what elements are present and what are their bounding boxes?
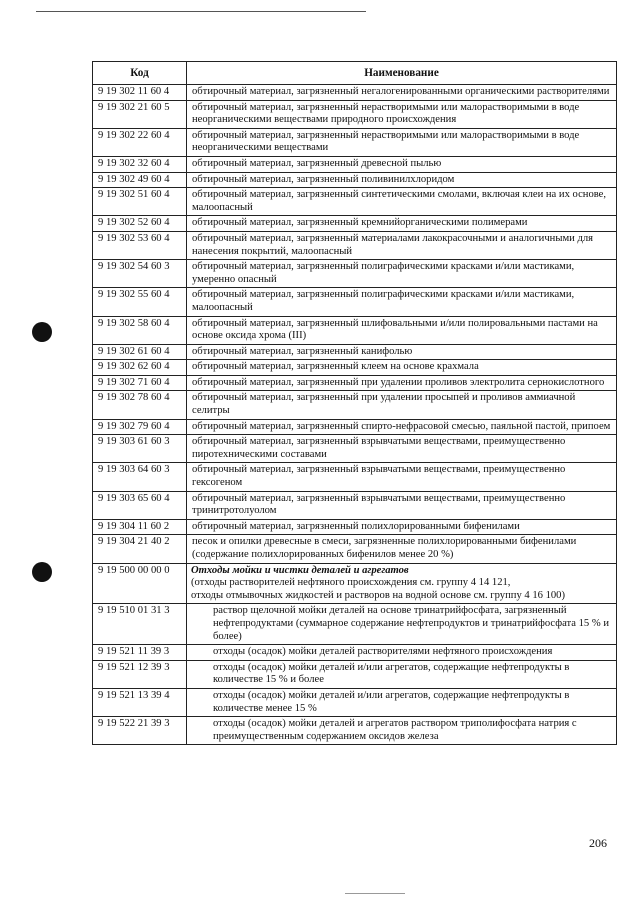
waste-name-cell: обтирочный материал, загрязненный нерастворимыми или малорастворимыми в воде неорганическими веществами природного происхождения [187, 100, 617, 128]
waste-code-cell: 9 19 521 11 39 3 [93, 645, 187, 661]
table-row [93, 375, 617, 391]
waste-code-cell: 9 19 302 58 60 4 [93, 316, 187, 344]
waste-code-cell: 9 19 304 11 60 2 [93, 519, 187, 535]
waste-code-cell: 9 19 302 53 60 4 [93, 231, 187, 259]
waste-code-cell: 9 19 302 78 60 4 [93, 391, 187, 419]
waste-name-cell: раствор щелочной мойки деталей на основе тринатрийфосфата, загрязненный нефтепродуктами (суммарное содержание нефтепродуктов и тринатрийфосфата 15 % и более) [187, 604, 617, 645]
table-header-row [93, 62, 617, 85]
waste-name-cell: обтирочный материал, загрязненный полихлорированными бифенилами [187, 519, 617, 535]
waste-code-cell: 9 19 302 22 60 4 [93, 128, 187, 156]
waste-name-cell: обтирочный материал, загрязненный канифолью [187, 344, 617, 360]
waste-code-cell: 9 19 521 13 39 4 [93, 688, 187, 716]
table-row [93, 316, 617, 344]
group-note: отходы отмывочных жидкостей и растворов на водной основе см. группу 4 16 100) [191, 589, 565, 601]
table-row [93, 519, 617, 535]
waste-name-cell: песок и опилки древесные в смеси, загрязненные полихлорированными бифенилами (содержание полихлорированных бифенилов менее 20 %) [187, 535, 617, 563]
waste-code-cell: 9 19 303 61 60 3 [93, 435, 187, 463]
group-note: (отходы растворителей нефтяного происхождения см. группу 4 14 121, [191, 577, 511, 589]
table-row [93, 360, 617, 376]
table-row [93, 391, 617, 419]
table-row [93, 463, 617, 491]
waste-name-cell: отходы (осадок) мойки деталей растворителями нефтяного происхождения [187, 645, 617, 661]
table-row [93, 288, 617, 316]
table-row [93, 688, 617, 716]
waste-code-cell: 9 19 302 11 60 4 [93, 85, 187, 101]
waste-code-cell: 9 19 302 61 60 4 [93, 344, 187, 360]
table-row [93, 216, 617, 232]
waste-code-cell: 9 19 510 01 31 3 [93, 604, 187, 645]
table-row [93, 100, 617, 128]
table-row [93, 85, 617, 101]
table-row [93, 156, 617, 172]
table-row [93, 535, 617, 563]
waste-name-cell: обтирочный материал, загрязненный шлифовальными и/или полировальными пастами на основе оксида хрома (III) [187, 316, 617, 344]
waste-name-cell: обтирочный материал, загрязненный взрывчатыми веществами, преимущественно тринитротолуолом [187, 491, 617, 519]
waste-code-cell: 9 19 302 71 60 4 [93, 375, 187, 391]
group-code-cell: 9 19 500 00 00 0 [93, 563, 187, 604]
table-row [93, 419, 617, 435]
table-row [93, 128, 617, 156]
punch-hole-mark [32, 562, 52, 582]
waste-code-table [92, 61, 617, 745]
group-name-cell [187, 563, 617, 604]
waste-name-cell: обтирочный материал, загрязненный взрывчатыми веществами, преимущественно пиротехническими составами [187, 435, 617, 463]
scan-edge-line [36, 11, 366, 12]
waste-code-cell: 9 19 302 51 60 4 [93, 188, 187, 216]
waste-name-cell: обтирочный материал, загрязненный материалами лакокрасочными и аналогичными для нанесения покрытий, малоопасный [187, 231, 617, 259]
group-row [93, 563, 617, 604]
table-row [93, 172, 617, 188]
name-column-header: Наименование [187, 62, 617, 85]
waste-code-cell: 9 19 302 55 60 4 [93, 288, 187, 316]
waste-code-cell: 9 19 302 21 60 5 [93, 100, 187, 128]
table-row [93, 660, 617, 688]
waste-code-cell: 9 19 302 62 60 4 [93, 360, 187, 376]
page-number: 206 [589, 836, 607, 850]
waste-name-cell: обтирочный материал, загрязненный при удалении просыпей и проливов аммиачной селитры [187, 391, 617, 419]
waste-name-cell: обтирочный материал, загрязненный кремнийорганическими полимерами [187, 216, 617, 232]
waste-name-cell: обтирочный материал, загрязненный спирто-нефрасовой смесью, паяльной пастой, припоем [187, 419, 617, 435]
waste-name-cell: обтирочный материал, загрязненный нерастворимыми или малорастворимыми в воде неорганическими веществами [187, 128, 617, 156]
table-row [93, 435, 617, 463]
table-row [93, 188, 617, 216]
waste-name-cell: отходы (осадок) мойки деталей и/или агрегатов, содержащие нефтепродукты в количестве 15 % и более [187, 660, 617, 688]
group-title: Отходы мойки и чистки деталей и агрегатов [191, 564, 409, 576]
waste-code-cell: 9 19 302 32 60 4 [93, 156, 187, 172]
waste-code-cell: 9 19 303 65 60 4 [93, 491, 187, 519]
waste-code-cell: 9 19 302 54 60 3 [93, 260, 187, 288]
waste-name-cell: отходы (осадок) мойки деталей и агрегатов раствором триполифосфата натрия с преимущественным содержанием оксидов железа [187, 717, 617, 745]
table-row [93, 604, 617, 645]
waste-code-cell: 9 19 521 12 39 3 [93, 660, 187, 688]
table-row [93, 491, 617, 519]
waste-code-cell: 9 19 303 64 60 3 [93, 463, 187, 491]
table-row [93, 645, 617, 661]
waste-name-cell: обтирочный материал, загрязненный негалогенированными органическими растворителями [187, 85, 617, 101]
waste-name-cell: отходы (осадок) мойки деталей и/или агрегатов, содержащие нефтепродукты в количестве менее 15 % [187, 688, 617, 716]
waste-name-cell: обтирочный материал, загрязненный клеем на основе крахмала [187, 360, 617, 376]
table-row [93, 717, 617, 745]
table-row [93, 344, 617, 360]
table-body [93, 85, 617, 745]
waste-name-cell: обтирочный материал, загрязненный синтетическими смолами, включая клеи на их основе, малоопасный [187, 188, 617, 216]
table-row [93, 231, 617, 259]
waste-name-cell: обтирочный материал, загрязненный полиграфическими красками и/или мастиками, малоопасный [187, 288, 617, 316]
code-column-header: Код [93, 62, 187, 85]
waste-code-cell: 9 19 522 21 39 3 [93, 717, 187, 745]
waste-name-cell: обтирочный материал, загрязненный поливинилхлоридом [187, 172, 617, 188]
waste-name-cell: обтирочный материал, загрязненный при удалении проливов электролита сернокислотного [187, 375, 617, 391]
waste-code-cell: 9 19 304 21 40 2 [93, 535, 187, 563]
waste-code-cell: 9 19 302 52 60 4 [93, 216, 187, 232]
punch-hole-mark [32, 322, 52, 342]
waste-code-cell: 9 19 302 79 60 4 [93, 419, 187, 435]
table-row [93, 260, 617, 288]
waste-name-cell: обтирочный материал, загрязненный полиграфическими красками и/или мастиками, умеренно опасный [187, 260, 617, 288]
waste-name-cell: обтирочный материал, загрязненный древесной пылью [187, 156, 617, 172]
waste-name-cell: обтирочный материал, загрязненный взрывчатыми веществами, преимущественно гексогеном [187, 463, 617, 491]
scan-bottom-line [345, 893, 405, 894]
waste-code-cell: 9 19 302 49 60 4 [93, 172, 187, 188]
